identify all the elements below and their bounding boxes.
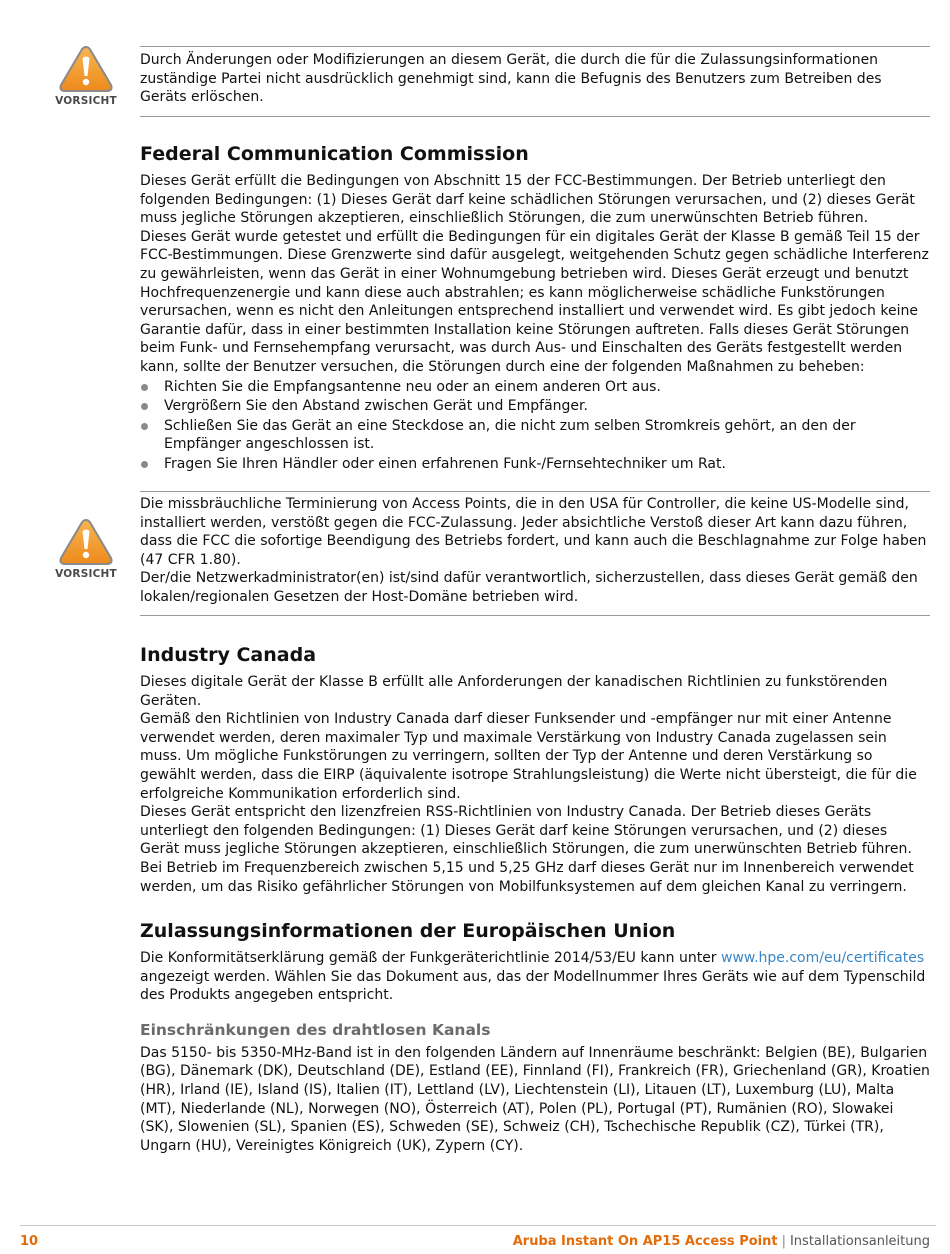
ic-paragraph: Bei Betrieb im Frequenzbereich zwischen 5,15 und 5,25 GHz darf dieses Gerät nur im Innenbereich verwendet werden, um das Risiko gefährlicher Störungen von Mobilfunksystemen auf dem gleichen Kanal zu verringern.	[140, 859, 914, 895]
fcc-bullet-list	[140, 378, 930, 474]
eu-section	[140, 919, 930, 1155]
caution-note-2	[140, 491, 930, 616]
footer-doc-title: Installationsanleitung	[789, 1234, 930, 1249]
page-number: 10	[20, 1234, 39, 1249]
ic-paragraph: Dieses digitale Gerät der Klasse B erfüllt alle Anforderungen der kanadischen Richtlinien zu funkstörenden Geräten.	[140, 674, 888, 709]
bullet-icon	[141, 384, 148, 391]
caution-label: VORSICHT	[55, 95, 117, 107]
footer-title	[513, 1233, 930, 1251]
warning-triangle-icon	[58, 517, 114, 567]
footer-product: Aruba Instant On AP15 Access Point	[512, 1234, 778, 1249]
page-footer	[20, 1233, 930, 1251]
list-item-text: Vergrößern Sie den Abstand zwischen Gerät und Empfänger.	[164, 398, 588, 415]
bullet-icon	[141, 403, 148, 410]
list-item-text: Fragen Sie Ihren Händler oder einen erfahrenen Funk-/Fernsehtechniker um Rat.	[164, 455, 726, 472]
caution-badge-2	[50, 517, 122, 580]
bullet-icon	[141, 461, 148, 468]
fcc-paragraph: Dieses Gerät wurde getestet und erfüllt die Bedingungen für ein digitales Gerät der Klasse B gemäß Teil 15 der FCC-Bestimmungen. Diese Grenzwerte sind dafür ausgelegt, weitgehenden Schutz gegen schädliche Interferenz zu gewährleisten, wenn das Gerät in einer Wohnumgebung betrieben wird. Dieses Gerät erzeugt und benutzt Hochfrequenzenergie und kann diese auch abstrahlen; es kann möglicherweise schädliche Funkstörungen verursachen, wenn es nicht den Anleitungen entsprechend installiert und verwendet wird. Es gibt jedoch keine Garantie dafür, dass in einer bestimmten Installation keine Störungen auftreten. Falls dieses Gerät Störungen beim Funk- und Fernsehempfang verursacht, was durch Aus- und Einschalten des Geräts festgestellt werden kann, sollte der Benutzer versuchen, die Störungen durch eine der folgenden Maßnahmen zu beheben:	[140, 228, 929, 375]
section-title-fcc: Federal Communication Commission	[140, 143, 529, 165]
section-title-eu: Zulassungsinformationen der Europäischen Union	[140, 920, 676, 942]
footer-separator: |	[781, 1234, 786, 1249]
list-item	[140, 378, 930, 397]
list-item-text: Richten Sie die Empfangsantenne neu oder an einem anderen Ort aus.	[164, 378, 661, 395]
fcc-section	[140, 142, 930, 474]
caution-text: Die missbräuchliche Terminierung von Access Points, die in den USA für Controller, die keine US-Modelle sind, installiert werden, verstößt gegen die FCC-Zulassung. Jeder absichtliche Verstoß dieser Art kann dazu führen, dass die FCC die sofortige Beendigung des Betriebs fordert, und kann auch die Beschlagnahme zur Folge haben (47 CFR 1.80).	[140, 496, 927, 568]
list-item	[140, 397, 930, 416]
ic-paragraph: Dieses Gerät entspricht den lizenzfreien RSS-Richtlinien von Industry Canada. Der Betrieb dieses Geräts unterliegt den folgenden Bedingungen: (1) Dieses Gerät darf keine Störungen verursachen, und (2) dieses Gerät muss jegliche Störungen akzeptieren, einschließlich Störungen, die zum unerwünschten Betrieb führen.	[140, 804, 912, 858]
fcc-paragraph: Dieses Gerät erfüllt die Bedingungen von Abschnitt 15 der FCC-Bestimmungen. Der Betrieb unterliegt den folgenden Bedingungen: (1) Dieses Gerät darf keine schädlichen Störungen verursachen, und (2) dieses Gerät muss jegliche Störungen akzeptieren, einschließlich Störungen, die zum unerwünschten Betrieb führen.	[140, 173, 915, 227]
subsection-title-channel-restrictions: Einschränkungen des drahtlosen Kanals	[140, 1020, 491, 1039]
list-item	[140, 455, 930, 474]
eu-channel-paragraph: Das 5150- bis 5350-MHz-Band ist in den folgenden Ländern auf Innenräume beschränkt: Belgien (BE), Bulgarien (BG), Dänemark (DK), Deutschland (DE), Estland (EE), Finnland (FI), Frankreich (FR), Griechenland (GR), Kroatien (HR), Irland (IE), Island (IS), Italien (IT), Lettland (LV), Liechtenstein (LI), Litauen (LT), Luxemburg (LU), Malta (MT), Niederlande (NL), Norwegen (NO), Österreich (AT), Polen (PL), Portugal (PT), Rumänien (RO), Slowakei (SK), Slowenien (SL), Spanien (ES), Schweden (SE), Schweiz (CH), Tschechische Republik (CZ), Türkei (TR), Ungarn (HU), Vereinigtes Königreich (UK), Zypern (CY).	[140, 1044, 930, 1154]
eu-text: angezeigt werden. Wählen Sie das Dokument aus, das der Modellnummer Ihres Geräts wie auf dem Typenschild des Produkts angegeben entspricht.	[140, 968, 926, 1004]
list-item-text: Schließen Sie das Gerät an eine Steckdose an, die nicht zum selben Stromkreis gehört, an den der Empfänger angeschlossen ist.	[164, 417, 856, 453]
certificates-link[interactable]: www.hpe.com/eu/certificates	[721, 950, 925, 966]
caution-label: VORSICHT	[55, 568, 117, 580]
section-title-industry-canada: Industry Canada	[140, 644, 317, 666]
eu-text: Die Konformitätserklärung gemäß der Funkgeräterichtlinie 2014/53/EU kann unter	[140, 950, 722, 966]
caution-text: Der/die Netzwerkadministrator(en) ist/sind dafür verantwortlich, sicherzustellen, dass dieses Gerät gemäß den lokalen/regionalen Gesetzen der Host-Domäne betrieben wird.	[140, 570, 918, 605]
caution-note-1	[140, 46, 930, 117]
bullet-icon	[141, 423, 148, 430]
caution-text: Durch Änderungen oder Modifizierungen an diesem Gerät, die durch die für die Zulassungsinformationen zuständige Partei nicht ausdrücklich genehmigt sind, kann die Befugnis des Benutzers zum Betreiben des Geräts erlöschen.	[140, 52, 882, 106]
caution-badge-1	[50, 44, 122, 107]
list-item	[140, 417, 930, 454]
footer-divider	[20, 1225, 936, 1226]
industry-canada-section	[140, 643, 930, 896]
warning-triangle-icon	[58, 44, 114, 94]
eu-paragraph	[140, 949, 930, 1005]
ic-paragraph: Gemäß den Richtlinien von Industry Canada darf dieser Funksender und -empfänger nur mit einer Antenne verwendet werden, deren maximaler Typ und maximale Verstärkung von Industry Canada zugelassen sein muss. Um mögliche Funkstörungen zu verringern, sollten der Typ der Antenne und deren Verstärkung so gewählt werden, dass die EIRP (äquivalente isotrope Strahlungsleistung) die Werte nicht übersteigt, die für die erfolgreiche Kommunikation erforderlich sind.	[140, 711, 917, 802]
